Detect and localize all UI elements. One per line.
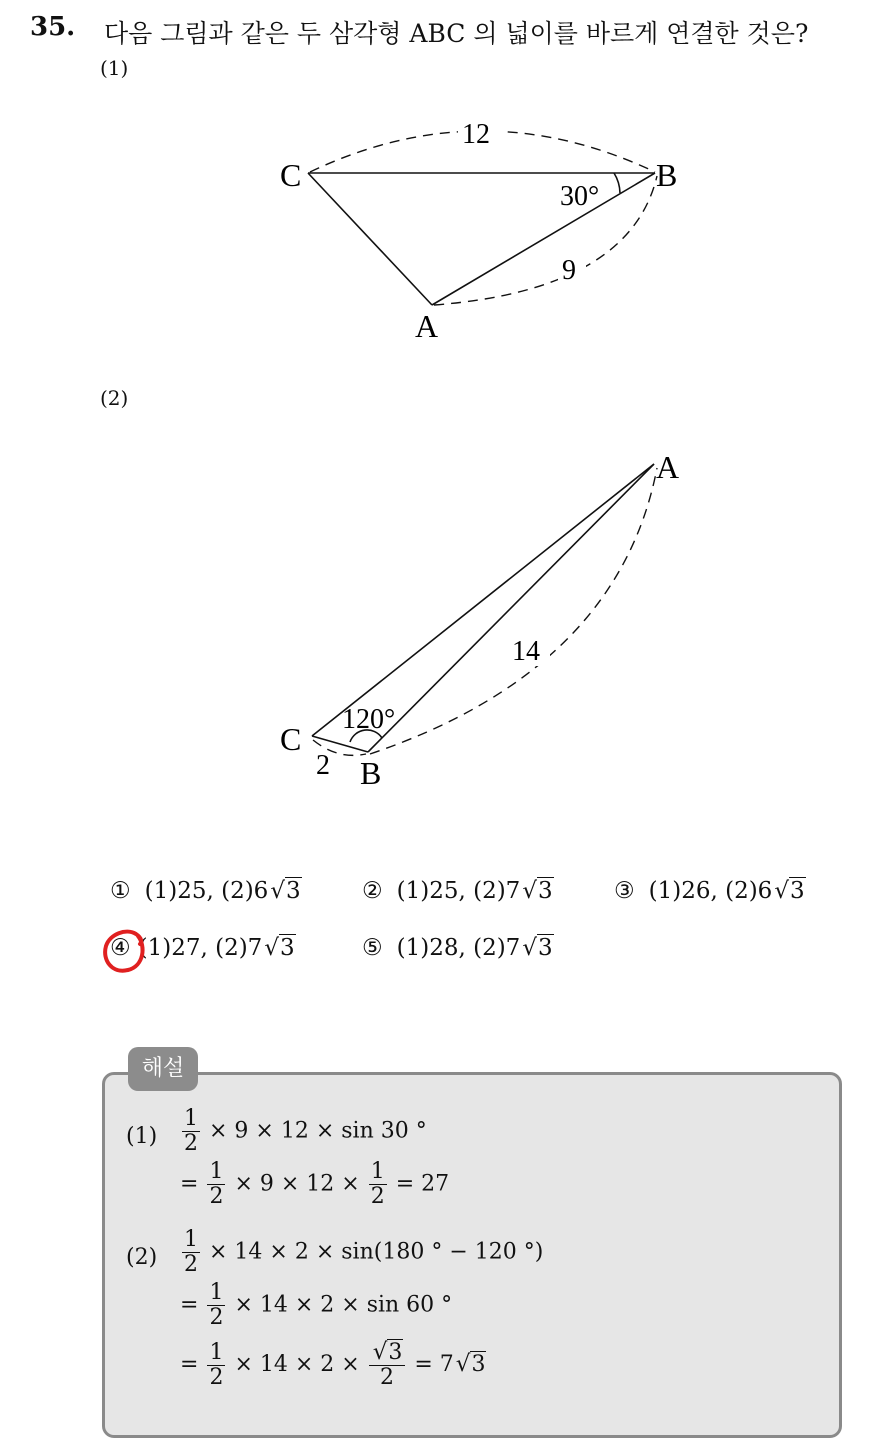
choice-mark: ⑤ [362, 935, 383, 961]
line1-rest: × 9 × 12 × sin 30 ° [209, 1118, 427, 1144]
question-number: 35. [30, 12, 76, 42]
choice-2[interactable] [362, 878, 554, 904]
radicand: 3 [789, 878, 805, 904]
f2-vertex-c: C [280, 721, 302, 757]
f2-len-cb: 2 [316, 750, 330, 781]
dashed-arc-ab [370, 468, 657, 754]
part1-label: (1) [100, 56, 129, 80]
sqrt-symbol: √3 [264, 935, 295, 961]
f1-vertex-b: B [656, 157, 678, 193]
fraction-half: $\frac{1}{2}$ [209, 1159, 224, 1209]
f1-vertex-a: A [415, 308, 439, 344]
choice-3[interactable] [614, 878, 806, 904]
solution-line-5: = $\frac{1}{2}$ × 14 × 2 × $\frac{√3}{2}$ = 7√3 [180, 1339, 486, 1390]
solution-p1-label: (1) [126, 1124, 158, 1149]
question-text: 다음 그림과 같은 두 삼각형 ABC 의 넓이를 바르게 연결한 것은? [104, 19, 809, 48]
side-ca [308, 173, 432, 305]
f1-len-ab: 9 [562, 255, 576, 286]
f1-angle-b: 30° [560, 181, 600, 212]
choice-text: (1)28, (2)7 [396, 935, 521, 961]
choice-text: (1)25, (2)7 [396, 878, 521, 904]
choice-mark: ④ [110, 935, 131, 961]
fraction-half: $\frac{1}{2}$ [184, 1227, 198, 1277]
fraction-half: $\frac{1}{2}$ [209, 1280, 224, 1330]
side-ab [368, 464, 654, 752]
triangle-figure-2 [0, 420, 884, 820]
fraction-sqrt3-over-2: $\frac{√3}{2}$ [369, 1340, 406, 1390]
f2-len-ab: 14 [512, 636, 540, 667]
solution-line-2: = $\frac{1}{2}$ × 9 × 12 × $\frac{1}{2}$ = 27 [180, 1159, 450, 1209]
fraction-half: $\frac{1}{2}$ [209, 1339, 224, 1390]
choice-text: (1)26, (2)6 [648, 878, 773, 904]
fraction-half: $\frac{1}{2}$ [370, 1159, 385, 1209]
choice-1[interactable] [110, 878, 302, 904]
radicand: 3 [537, 935, 553, 961]
solution-p2-label: (2) [126, 1245, 158, 1270]
angle-b-arc [614, 173, 620, 193]
f2-vertex-b: B [360, 755, 382, 791]
choice-text: (1)27, (2)7 [138, 935, 263, 961]
sqrt-symbol: √3 [774, 878, 805, 904]
choice-mark: ② [362, 878, 383, 904]
radicand: 3 [537, 878, 553, 904]
f1-len-cb: 12 [462, 119, 490, 150]
sqrt-symbol: √3 [455, 1351, 486, 1377]
solution-line-3: $\frac{1}{2}$ × 14 × 2 × sin(180 ° − 120 °) [184, 1227, 544, 1277]
choice-mark: ③ [614, 878, 635, 904]
answer-circle-icon [98, 922, 154, 978]
side-ca [312, 464, 654, 736]
radicand: 3 [279, 935, 295, 961]
fraction-half: $\frac{1}{2}$ [184, 1106, 198, 1156]
part2-label: (2) [100, 386, 129, 410]
f2-vertex-a: A [656, 449, 680, 485]
choice-text: (1)25, (2)6 [144, 878, 269, 904]
triangle-figure-1 [0, 0, 884, 360]
f1-vertex-c: C [280, 157, 302, 193]
f2-angle-b: 120° [342, 704, 396, 735]
sqrt-symbol: √3 [270, 878, 301, 904]
solution-line-1 [180, 1107, 427, 1156]
choice-mark: ① [110, 878, 131, 904]
radicand: 3 [285, 878, 301, 904]
choice-5[interactable] [362, 935, 554, 961]
sqrt-symbol: √3 [522, 935, 553, 961]
sqrt-symbol: √3 [522, 878, 553, 904]
solution-tab: 해설 [128, 1047, 198, 1091]
solution-line-4: = $\frac{1}{2}$ × 14 × 2 × sin 60 ° [180, 1280, 453, 1330]
dashed-arc-ab [434, 176, 657, 305]
